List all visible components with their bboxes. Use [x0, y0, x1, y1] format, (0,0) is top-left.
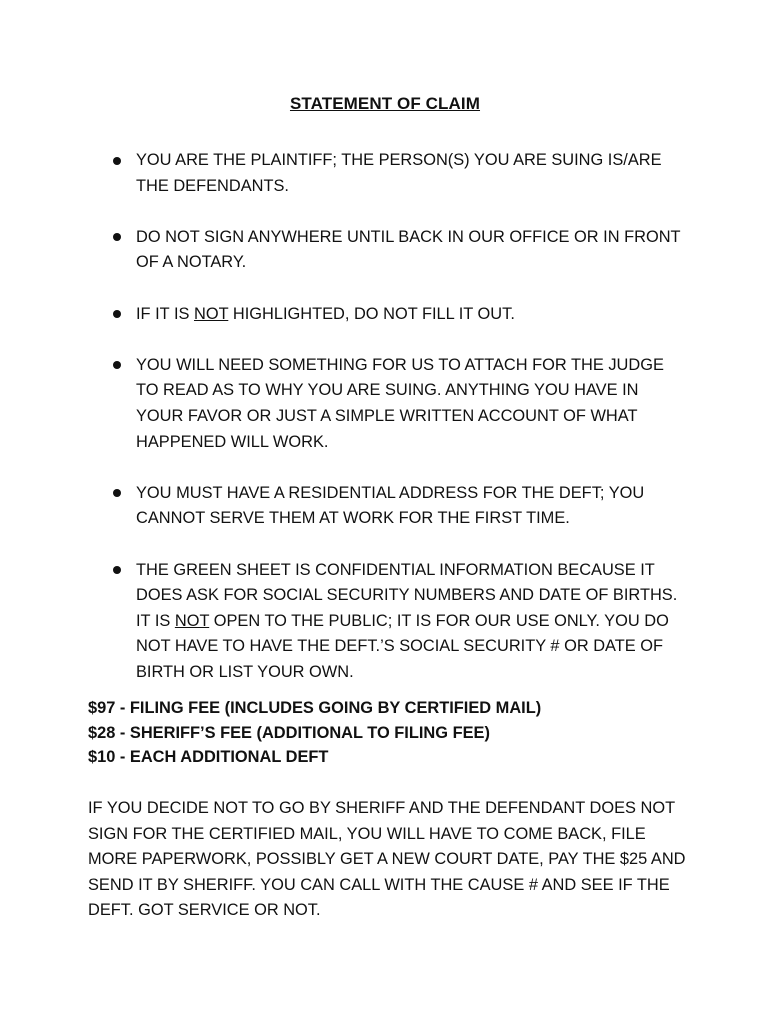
list-item-green-sheet — [108, 558, 688, 686]
list-item-text: DO NOT SIGN ANYWHERE UNTIL BACK IN OUR OFFICE OR IN FRONT OF A NOTARY. — [136, 227, 681, 272]
list-item-residential-address — [108, 481, 688, 532]
filing-fee: $97 - FILING FEE (INCLUDES GOING BY CERTIFIED MAIL) — [88, 699, 542, 717]
bullet-icon — [113, 310, 121, 318]
additional-deft-fee: $10 - EACH ADDITIONAL DEFT — [88, 748, 329, 767]
bullet-icon — [113, 566, 121, 574]
instructions-list — [108, 148, 688, 685]
list-item-text: YOU ARE THE PLAINTIFF; THE PERSON(S) YOU ARE SUING IS/ARE THE DEFENDANTS. — [136, 151, 662, 195]
closing-paragraph: IF YOU DECIDE NOT TO GO BY SHERIFF AND THE DEFENDANT DOES NOT SIGN FOR THE CERTIFIED MAIL, YOU WILL HAVE TO COME BACK, FILE MORE PAPERWORK, POSSIBLY GET A NEW COURT DATE, PAY THE $25 AND SEND IT BY SHERIFF. YOU CAN CALL WITH THE CAUSE # AND SEE IF THE DEFT. GOT SERVICE OR NOT. — [88, 799, 686, 920]
list-item-text: YOU WILL NEED SOMETHING FOR US TO ATTACH FOR THE JUDGE TO READ AS TO WHY YOU ARE SUING. ANYTHING YOU HAVE IN YOUR FAVOR OR JUST A SIMPLE WRITTEN ACCOUNT OF WHAT HAPPENED WILL WORK. — [136, 355, 664, 451]
list-item-plaintiff — [108, 148, 688, 199]
list-item-do-not-sign — [108, 225, 688, 276]
list-item-attachment — [108, 353, 688, 455]
underlined-emphasis: NOT — [174, 611, 210, 630]
list-item-text: YOU MUST HAVE A RESIDENTIAL ADDRESS FOR THE DEFT; YOU CANNOT SERVE THEM AT WORK FOR THE FIRST TIME. — [136, 483, 645, 528]
list-item-highlighted — [108, 302, 688, 328]
bullet-icon — [113, 489, 121, 497]
underlined-emphasis: NOT — [193, 304, 229, 323]
bullet-icon — [113, 157, 121, 165]
fee-schedule — [88, 696, 708, 770]
bullet-icon — [113, 233, 121, 241]
list-item-text-start: IF IT IS — [136, 304, 194, 323]
document-title: STATEMENT OF CLAIM — [289, 94, 481, 113]
list-item-text-end: OPEN TO THE PUBLIC; IT IS FOR OUR USE ONLY. YOU DO NOT HAVE TO HAVE THE DEFT.’S SOCIAL SECURITY # OR DATE OF BIRTH OR LIST YOUR OWN. — [136, 611, 669, 681]
sheriff-fee: $28 - SHERIFF’S FEE (ADDITIONAL TO FILING FEE) — [88, 723, 490, 742]
list-item-text-start: THE GREEN SHEET IS CONFIDENTIAL INFORMATION BECAUSE IT DOES ASK FOR SOCIAL SECURITY NUMBERS AND DATE OF BIRTHS. IT IS — [136, 560, 678, 630]
list-item-text-end: HIGHLIGHTED, DO NOT FILL IT OUT. — [228, 304, 515, 323]
bullet-icon — [113, 361, 121, 369]
